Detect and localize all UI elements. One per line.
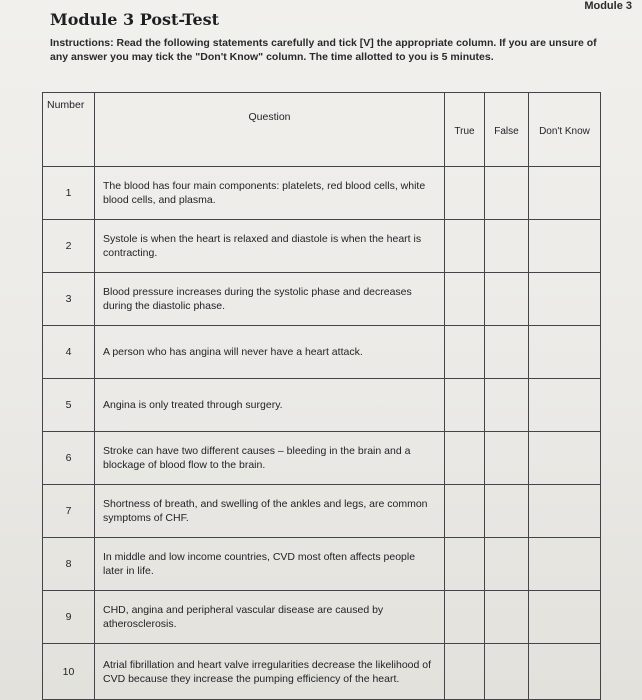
false-checkbox-cell[interactable] <box>485 167 529 220</box>
module-header-label: Module 3 <box>584 0 632 12</box>
dont-know-checkbox-cell[interactable] <box>529 591 601 644</box>
row-question: Systole is when the heart is relaxed and diastole is when the heart is contracting. <box>95 220 445 273</box>
dont-know-checkbox-cell[interactable] <box>529 432 601 485</box>
header-number: Number <box>43 93 95 167</box>
row-question: A person who has angina will never have a heart attack. <box>95 326 445 379</box>
false-checkbox-cell[interactable] <box>485 644 529 700</box>
false-checkbox-cell[interactable] <box>485 432 529 485</box>
row-number: 7 <box>43 485 95 538</box>
dont-know-checkbox-cell[interactable] <box>529 644 601 700</box>
row-question: Atrial fibrillation and heart valve irregularities decrease the likelihood of CVD because they increase the pumping efficiency of the heart. <box>95 644 445 700</box>
true-checkbox-cell[interactable] <box>445 220 485 273</box>
row-number: 8 <box>43 538 95 591</box>
row-question: In middle and low income countries, CVD most often affects people later in life. <box>95 538 445 591</box>
table-row <box>43 644 601 700</box>
row-question: Stroke can have two different causes – bleeding in the brain and a blockage of blood flow to the brain. <box>95 432 445 485</box>
table-row <box>43 273 601 326</box>
true-checkbox-cell[interactable] <box>445 591 485 644</box>
false-checkbox-cell[interactable] <box>485 273 529 326</box>
table-row <box>43 326 601 379</box>
dont-know-checkbox-cell[interactable] <box>529 167 601 220</box>
dont-know-checkbox-cell[interactable] <box>529 220 601 273</box>
page-title: Module 3 Post-Test <box>50 10 220 29</box>
true-checkbox-cell[interactable] <box>445 432 485 485</box>
table-row <box>43 538 601 591</box>
false-checkbox-cell[interactable] <box>485 326 529 379</box>
false-checkbox-cell[interactable] <box>485 538 529 591</box>
table-row <box>43 167 601 220</box>
row-number: 4 <box>43 326 95 379</box>
row-number: 1 <box>43 167 95 220</box>
dont-know-checkbox-cell[interactable] <box>529 273 601 326</box>
dont-know-checkbox-cell[interactable] <box>529 379 601 432</box>
row-number: 5 <box>43 379 95 432</box>
true-checkbox-cell[interactable] <box>445 644 485 700</box>
header-dont-know: Don't Know <box>529 93 601 167</box>
true-checkbox-cell[interactable] <box>445 379 485 432</box>
table-row <box>43 485 601 538</box>
instructions-text: Instructions: Read the following statements carefully and tick [V] the appropriate column. If you are unsure of any answer you may tick the "Don't Know" column. The time allotted to you is 5 minutes. <box>50 37 597 63</box>
row-question: CHD, angina and peripheral vascular disease are caused by atherosclerosis. <box>95 591 445 644</box>
row-number: 2 <box>43 220 95 273</box>
row-question: Angina is only treated through surgery. <box>95 379 445 432</box>
true-checkbox-cell[interactable] <box>445 326 485 379</box>
true-checkbox-cell[interactable] <box>445 273 485 326</box>
false-checkbox-cell[interactable] <box>485 485 529 538</box>
false-checkbox-cell[interactable] <box>485 220 529 273</box>
dont-know-checkbox-cell[interactable] <box>529 485 601 538</box>
table-row <box>43 432 601 485</box>
false-checkbox-cell[interactable] <box>485 379 529 432</box>
header-true: True <box>445 93 485 167</box>
post-test-table <box>42 92 600 700</box>
dont-know-checkbox-cell[interactable] <box>529 538 601 591</box>
row-question: The blood has four main components: platelets, red blood cells, white blood cells, and plasma. <box>95 167 445 220</box>
row-question: Blood pressure increases during the systolic phase and decreases during the diastolic phase. <box>95 273 445 326</box>
row-number: 9 <box>43 591 95 644</box>
header-false: False <box>485 93 529 167</box>
true-checkbox-cell[interactable] <box>445 538 485 591</box>
row-number: 3 <box>43 273 95 326</box>
row-number: 6 <box>43 432 95 485</box>
row-number: 10 <box>43 644 95 700</box>
header-question: Question <box>95 93 445 167</box>
row-question: Shortness of breath, and swelling of the ankles and legs, are common symptoms of CHF. <box>95 485 445 538</box>
table-row <box>43 379 601 432</box>
true-checkbox-cell[interactable] <box>445 167 485 220</box>
table-header-row <box>43 93 601 167</box>
table-row <box>43 591 601 644</box>
false-checkbox-cell[interactable] <box>485 591 529 644</box>
table-row <box>43 220 601 273</box>
dont-know-checkbox-cell[interactable] <box>529 326 601 379</box>
true-checkbox-cell[interactable] <box>445 485 485 538</box>
